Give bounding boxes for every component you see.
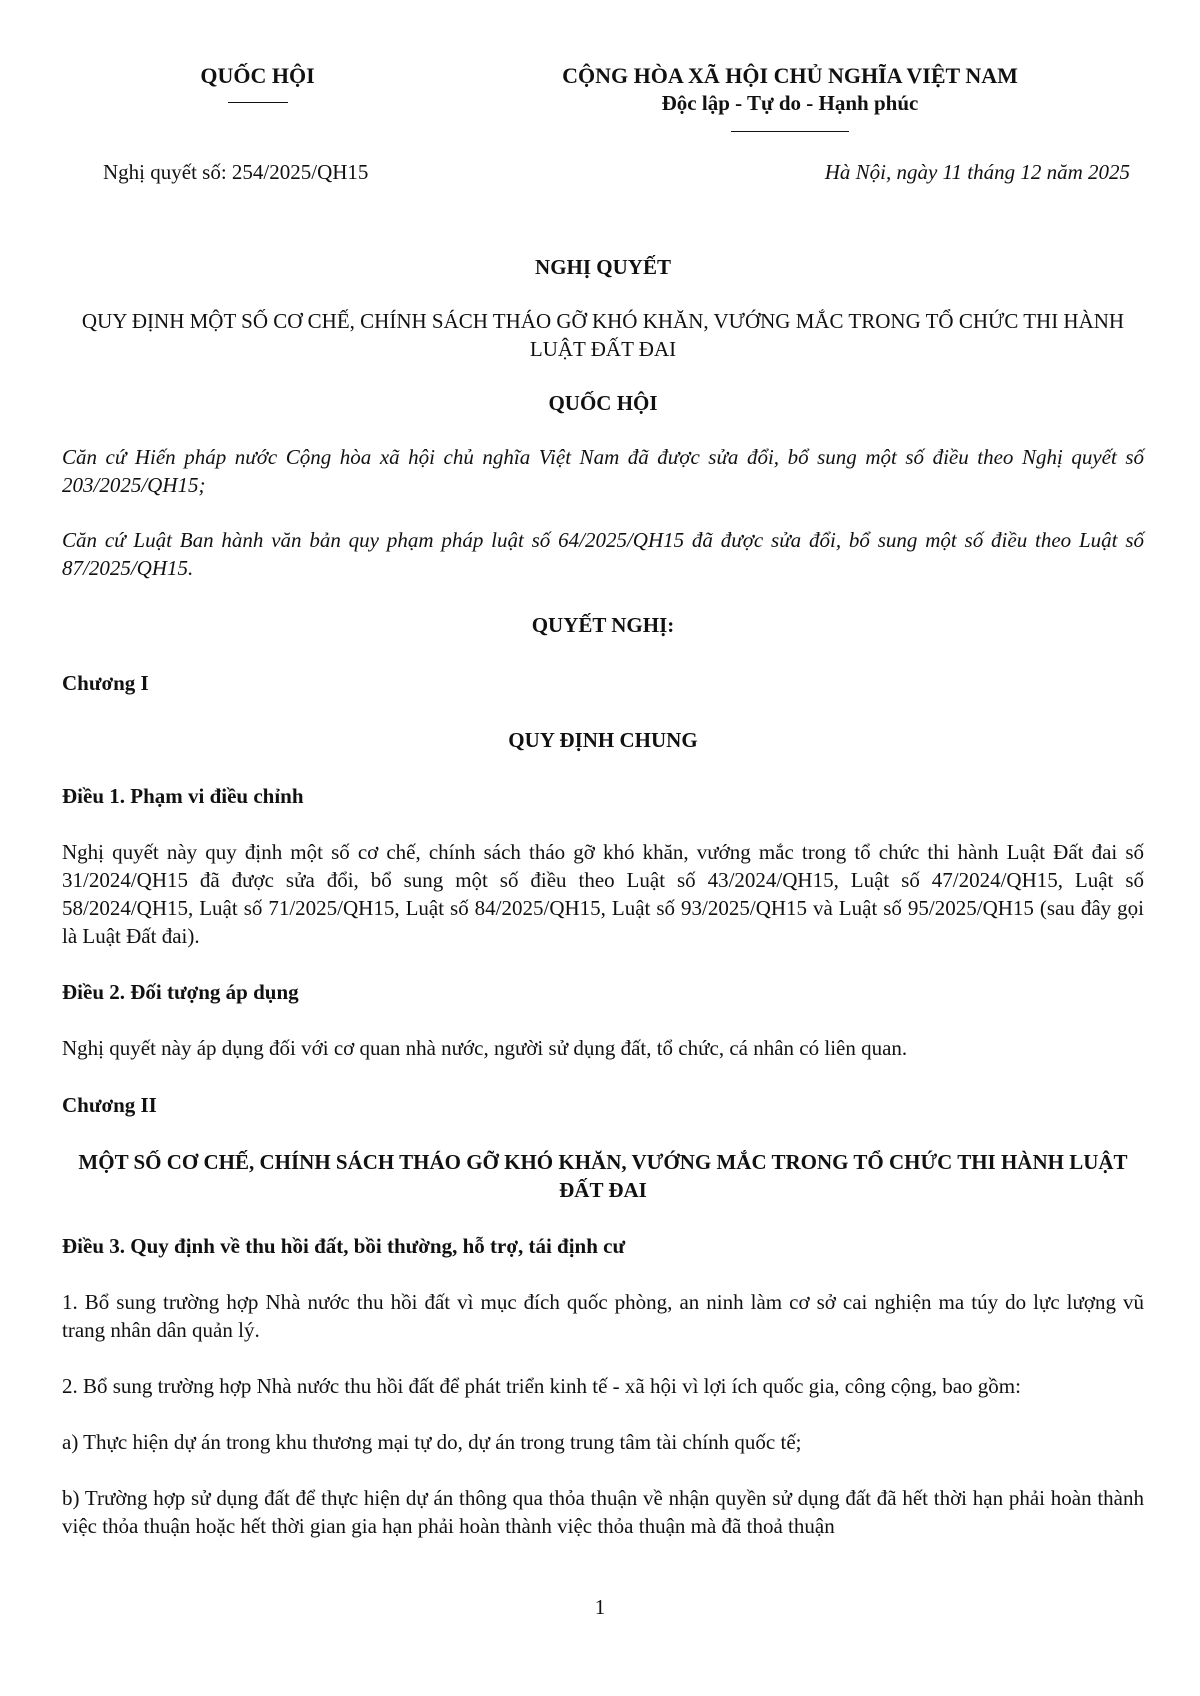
chapter-1-title: QUY ĐỊNH CHUNG [508,728,698,752]
national-header [520,62,1060,132]
issuer-name: QUỐC HỘI [200,63,315,88]
article-1-title: Điều 1. Phạm vi điều chỉnh [62,784,304,808]
issuing-body: QUỐC HỘI [548,391,658,415]
article-3-item-2: 2. Bổ sung trường hợp Nhà nước thu hồi đất để phát triển kinh tế - xã hội vì lợi ích quốc gia, công cộng, bao gồm: [62,1374,1021,1398]
motto-underline [731,131,849,132]
chapter-2-title: MỘT SỐ CƠ CHẾ, CHÍNH SÁCH THÁO GỠ KHÓ KHĂN, VƯỚNG MẮC TRONG TỔ CHỨC THI HÀNH LUẬT ĐẤT ĐAI [78,1150,1128,1202]
article-1-text: Nghị quyết này quy định một số cơ chế, chính sách tháo gỡ khó khăn, vướng mắc trong tổ chức thi hành Luật Đất đai số 31/2024/QH15 đã được sửa đổi, bổ sung một số điều theo Luật số 43/2024/QH15, Luật số 47/2024/QH15, Luật số 58/2024/QH15, Luật số 71/2025/QH15, Luật số 84/2025/QH15, Luật số 93/2025/QH15 và Luật số 95/2025/QH15 (sau đây gọi là Luật Đất đai). [62,840,1144,948]
national-motto: Độc lập - Tự do - Hạnh phúc [661,91,919,115]
document-title: NGHỊ QUYẾT [535,255,671,279]
chapter-2-label: Chương II [62,1093,157,1117]
article-3-item-b: b) Trường hợp sử dụng đất để thực hiện dự án thông qua thỏa thuận về nhận quyền sử dụng đất đã hết thời hạn phải hoàn thành việc thỏa thuận hoặc hết thời gian gia hạn phải hoàn thành việc thỏa thuận mà đã thoả thuận [62,1486,1144,1538]
article-3-title: Điều 3. Quy định về thu hồi đất, bồi thường, hỗ trợ, tái định cư [62,1234,626,1258]
article-3-item-1: 1. Bổ sung trường hợp Nhà nước thu hồi đất vì mục đích quốc phòng, an ninh làm cơ sở cai nghiện ma túy do lực lượng vũ trang nhân dân quản lý. [62,1290,1144,1342]
national-name: CỘNG HÒA XÃ HỘI CHỦ NGHĨA VIỆT NAM [562,63,1018,88]
resolves-heading: QUYẾT NGHỊ: [531,613,675,637]
issuer-underline [228,102,288,103]
document-subtitle: QUY ĐỊNH MỘT SỐ CƠ CHẾ, CHÍNH SÁCH THÁO GỠ KHÓ KHĂN, VƯỚNG MẮC TRONG TỔ CHỨC THI HÀNH LUẬT ĐẤT ĐAI [81,309,1125,361]
page-number: 1 [594,1595,606,1619]
document-body [62,253,1144,1540]
article-2-title: Điều 2. Đối tượng áp dụng [62,980,299,1004]
issuer-header [150,62,365,103]
legal-basis-2: Căn cứ Luật Ban hành văn bản quy phạm pháp luật số 64/2025/QH15 đã được sửa đổi, bổ sung một số điều theo Luật số 87/2025/QH15. [62,528,1144,580]
chapter-1-label: Chương I [62,671,149,695]
document-number: Nghị quyết số: 254/2025/QH15 [103,160,369,184]
legal-basis-1: Căn cứ Hiến pháp nước Cộng hòa xã hội chủ nghĩa Việt Nam đã được sửa đổi, bổ sung một số điều theo Nghị quyết số 203/2025/QH15; [62,445,1144,497]
article-3-item-a: a) Thực hiện dự án trong khu thương mại tự do, dự án trong trung tâm tài chính quốc tế; [62,1430,802,1454]
place-date: Hà Nội, ngày 11 tháng 12 năm 2025 [824,160,1130,184]
article-2-text: Nghị quyết này áp dụng đối với cơ quan nhà nước, người sử dụng đất, tổ chức, cá nhân có liên quan. [62,1036,908,1060]
